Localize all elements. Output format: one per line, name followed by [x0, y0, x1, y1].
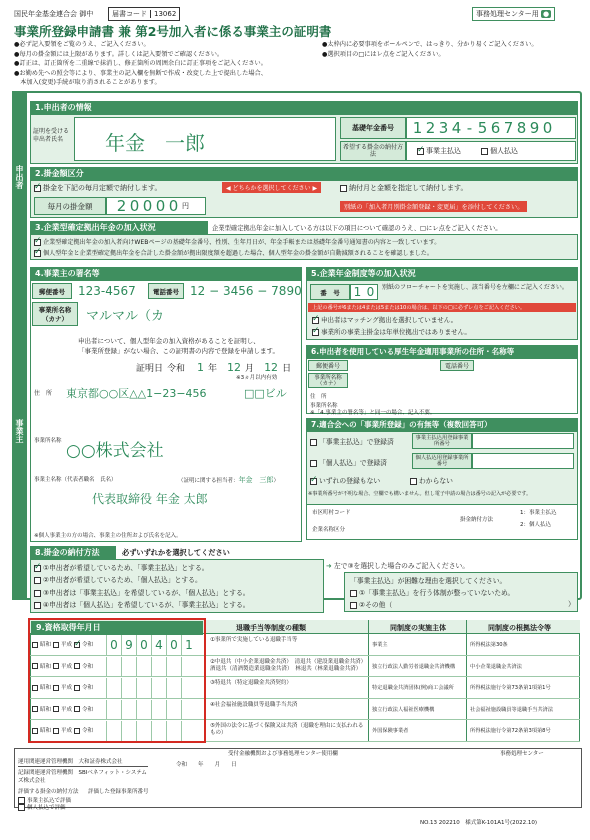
body-cell: 特定退職金共済団体(例)商工会議所	[372, 685, 454, 691]
note-line: ●訂正は、訂正箇所を二重線で抹消し、修正箇所の周囲余白に訂正事項をご記入ください。	[14, 60, 267, 67]
pension-type-field[interactable]	[350, 284, 378, 300]
pay-kind-label: 掛金納付方法	[460, 517, 494, 523]
arrow-icon: ➜	[326, 562, 332, 570]
pay-employer-label: 事業主払込	[426, 147, 461, 155]
s7-note: ※事業所番号が不明な場合、空欄でも構いません。但し電子申請の場合は番号の記入が必要です。	[308, 491, 532, 497]
date-digit: 0	[140, 637, 148, 652]
pay-option-1-checkbox[interactable]	[34, 565, 41, 572]
pension-digit: 6	[490, 119, 501, 137]
address-label: 住 所	[34, 390, 53, 397]
rep-contact-value: 年金 三郎	[238, 476, 274, 484]
footer-era: 令和	[176, 762, 188, 768]
amount-digit: 0	[168, 197, 179, 215]
valid-note: ※3ヵ月以内有効	[236, 375, 278, 381]
form-number: NO.13 202210 様式第K-101A1号(2022.10)	[420, 820, 538, 826]
registered-individual-option	[310, 457, 387, 467]
pension-digit: 4	[451, 119, 462, 137]
pay-method-label: 希望する掛金の納付方法	[340, 141, 406, 161]
pay-option-4	[34, 599, 250, 609]
monthly-amount-label: 毎月の掛金額	[34, 197, 106, 215]
era-label: 令和	[82, 706, 94, 713]
amount-digit: 0	[142, 197, 153, 215]
pay-method-field	[406, 141, 576, 161]
reason-2-checkbox[interactable]	[350, 602, 357, 609]
year-unit: 年	[208, 364, 218, 374]
registered-employer-option	[310, 436, 394, 446]
law-cell: 中小企業退職金共済法	[470, 663, 522, 670]
dc-check-2-label: 個人型年金と企業型確定拠出年金を合計した掛金額が拠出限度額を超過した場合、個人型年金の掛金額が自動減額されることを確認しました。	[43, 250, 433, 257]
era-label: 平成	[61, 685, 73, 691]
evaluation-office-label: 評価した登録事業所番号	[88, 789, 149, 795]
city-code-label: 市区町村コード	[312, 510, 351, 516]
center-use-badge: 事務処理センター用 ●	[472, 7, 555, 21]
footer-year-unit: 年	[198, 762, 204, 768]
side-label-applicant: 申出者	[12, 91, 27, 262]
section-7-title: 7.適合会への「事業所登録」の有無等（複数回答可）	[306, 418, 578, 431]
era-label: 平成	[61, 706, 73, 713]
admin-2-value: SBIベネフィット・システムズ株式会社	[18, 770, 147, 784]
not-registered-label: いずれの登録もない	[319, 477, 381, 485]
matching-label: 申出者はマッチング拠出を選択していません。	[321, 316, 458, 324]
matching-checkbox[interactable]	[312, 317, 319, 324]
applicant-name-field[interactable]	[74, 117, 336, 161]
attach-note: 別紙の「加入者月別掛金額登録・変更届」を添付してください。	[340, 201, 527, 212]
pay-option-4-checkbox[interactable]	[34, 602, 41, 609]
date-digit: 4	[155, 637, 163, 652]
admin-1-label: 運用関連運営管理機関	[18, 759, 74, 765]
admin-2-label: 記録関連運営管理機関	[18, 770, 74, 776]
era-label: 令和	[82, 663, 94, 670]
rep-label: 事業主名称（代表者職名 氏名）	[34, 477, 117, 483]
pension-number-field[interactable]	[406, 117, 576, 139]
era-label: 令和	[82, 642, 94, 648]
individual-office-no-field[interactable]	[472, 453, 574, 469]
reason-question: 「事業主払込」が困難な理由を選択してください。	[350, 577, 507, 585]
center-use-label: 事務処理センター用	[476, 10, 539, 18]
pay-option-2-label: ②申出者が希望しているため、「個人払込」とする。	[43, 576, 202, 584]
specify-month-option	[340, 183, 467, 193]
type-digit: 0	[366, 285, 375, 299]
note-line: ●お勤め先への照会等により、事業主の記入欄を無断で作成・改変した上で提出した場合、	[14, 69, 267, 77]
pay-option-1-label: ①申出者が希望しているため、「事業主払込」とする。	[43, 564, 209, 572]
pension-digit: 1	[412, 119, 423, 137]
not-registered-checkbox[interactable]	[310, 478, 317, 485]
pay-individual-label: 個人払込	[490, 147, 518, 155]
cert-day: 12	[264, 361, 279, 374]
employer-office-no-label: 事業主払込用登録事業所番号	[412, 433, 472, 449]
dc-check-1-checkbox[interactable]	[34, 239, 41, 246]
pay-option-1	[34, 562, 209, 572]
section-9-title: 9.資格取得年月日	[31, 621, 203, 635]
unknown-checkbox[interactable]	[410, 478, 417, 485]
pension-digit: 0	[542, 119, 553, 137]
section-8-instruction: 必ずいずれかを選択してください	[122, 548, 230, 557]
registered-employer-label: 「事業主払込」で登録済	[319, 438, 394, 446]
col-body: 同制度の実施主体	[390, 624, 446, 632]
office-name-value: ○○株式会社	[66, 441, 164, 461]
body-cell: 独立行政法人福祉医療機構	[372, 706, 435, 713]
matching-check	[312, 315, 457, 324]
reason-1-label: ①「事業主払込」を行う体制が整っていないため。	[359, 589, 515, 597]
flowchart-note: 別紙のフローチャートを実施し、該当番号を左欄にご記入ください。	[382, 284, 568, 291]
fixed-monthly-option	[34, 183, 161, 193]
admin-row-1	[18, 757, 148, 767]
annual-label: 事業所の事業主掛金は年単位拠出ではありません。	[321, 328, 471, 336]
reason-header	[326, 560, 469, 570]
footer-date	[176, 760, 237, 768]
amount-digit: 0	[155, 197, 166, 215]
pay-individual-checkbox[interactable]	[481, 148, 488, 155]
condition-note: 上記の番号が6または4または5または10の場合は、以下の□に必ずレ点をご記入ください。	[308, 303, 576, 312]
not-registered-option	[310, 475, 380, 485]
office-code-box	[108, 7, 180, 21]
pension-digit: -	[466, 119, 473, 137]
era-label: 昭和	[40, 706, 52, 713]
system-cell: ③特退共（特定退職金共済契約）	[210, 680, 292, 686]
date-digit: 1	[185, 637, 193, 652]
notes-right	[322, 40, 582, 59]
evaluation-label: 評価する掛金の納付方法	[18, 789, 79, 795]
unknown-option	[410, 475, 453, 485]
footer-month-unit: 月	[214, 762, 221, 768]
eval-employer-label: 事業主払込で評価	[27, 798, 72, 804]
system-cell: ①事業所で実施している退職手当等	[210, 637, 298, 643]
rep-contact-end: ）	[273, 478, 280, 484]
address-value: 東京都○○区△△1−23−456	[66, 387, 207, 400]
body-cell: 事業主	[372, 642, 388, 648]
pay-option-2	[34, 574, 202, 584]
era-label: 昭和	[40, 728, 52, 734]
rep-value: 代表取締役 年金 太郎	[92, 492, 208, 506]
date-digit: 0	[170, 637, 178, 652]
office-kana-value: マルマル（カ	[86, 309, 165, 324]
individual-office-no-label: 個人払込用登録事業所番号	[412, 453, 472, 469]
era-label: 昭和	[40, 663, 52, 670]
reason-2-label: ②その他（	[359, 601, 393, 609]
sole-prop-note: ※個人事業主の方の場合、事業主の住所および氏名を記入。	[34, 533, 182, 539]
s6-tel-label: 電話番号	[440, 360, 474, 371]
note-line: ●選択項目の□にはレ点をご記入ください。	[322, 50, 445, 58]
unknown-label: わからない	[419, 477, 453, 485]
office-code-value: 13062	[154, 10, 177, 18]
pay-option-3	[34, 587, 250, 597]
pension-type-label: 番 号	[310, 284, 350, 300]
eval-individual-label: 個人払込で評価	[27, 805, 66, 811]
eval-individual-checkbox[interactable]	[18, 804, 25, 811]
admin-1-value: 大和証券株式会社	[78, 759, 123, 765]
section-1-title: 1.申出者の情報	[30, 101, 578, 114]
s6-note: ※「4.事業主の署名等」と同一の場合、記入不要。	[310, 410, 436, 416]
tel-label: 電話番号	[148, 283, 184, 299]
s6-zip-label: 郵便番号	[308, 360, 348, 371]
cert-era: 令和	[167, 364, 186, 374]
type-digit: 1	[353, 285, 362, 299]
office-name-label: 事業所名称	[34, 438, 62, 444]
pension-digit: 3	[438, 119, 449, 137]
s6-kana-label: 事業所名称（カナ）	[308, 373, 348, 388]
registered-employer-checkbox[interactable]	[310, 439, 317, 446]
pay-kind-2: 2：個人払込	[520, 522, 551, 528]
cert-line: 「事業所登録」がない場合、この証明書の内容で登録を申請します。	[78, 347, 279, 355]
footer-center2: 事務処理センター	[500, 751, 544, 757]
dc-check-2	[34, 248, 433, 257]
yen-unit: 円	[182, 202, 189, 210]
section-3-title: 3.企業型確定拠出年金の加入状況	[30, 221, 208, 234]
registered-individual-checkbox[interactable]	[310, 460, 317, 467]
pay-option-2-checkbox[interactable]	[34, 577, 41, 584]
col-law: 同制度の根拠法令等	[488, 624, 551, 632]
pay-option-3-label: ③申出者は「事業主払込」を希望しているが、「個人払込」とする。	[43, 589, 250, 597]
system-cell: ④社会福祉施設職員等退職手当共済	[210, 701, 298, 708]
page-title: 事業所登録申請書 兼 第2号加入者に係る事業主の証明書	[14, 24, 332, 39]
system-cell: ⑤外国の法令に基づく保険又は共済（退職を理由に支払われるもの）	[210, 723, 364, 736]
footer-day-unit: 日	[231, 762, 237, 768]
date-digit: 0	[110, 637, 118, 652]
amount-digit: 2	[116, 197, 127, 215]
registered-individual-label: 「個人払込」で登録済	[319, 459, 387, 467]
era-label: 令和	[82, 685, 94, 691]
month-unit: 月	[245, 364, 255, 374]
rep-contact	[178, 475, 279, 485]
section-9-highlight	[28, 618, 206, 743]
cert-line: 申出者について、個人型年金の加入資格があることを証明し、	[78, 337, 260, 345]
body-cell: 外国保険事業者	[372, 728, 409, 734]
reason-close-paren: ）	[568, 600, 575, 608]
pension-digit: 9	[529, 119, 540, 137]
reason-2	[350, 599, 392, 609]
law-cell: 所得税法施行令第72条第3項第8号	[470, 728, 551, 734]
cert-text	[78, 336, 279, 356]
cert-year: 1	[197, 361, 205, 374]
pension-number-label: 基礎年金番号	[340, 117, 406, 139]
either-label: どちらかを選択してください	[232, 185, 311, 192]
reason-1	[350, 587, 514, 597]
dc-check-1	[34, 237, 440, 246]
cert-month: 12	[227, 361, 242, 374]
date-digit: 9	[125, 637, 133, 652]
note-line: ●毎月の掛金額には上限があります。詳しくは記入要領でご確認ください。	[14, 50, 224, 58]
office-kana-label: 事業所名称（カナ）	[32, 302, 78, 326]
amount-digit: 0	[129, 197, 140, 215]
monthly-amount-field[interactable]	[106, 197, 206, 215]
eval-individual	[18, 803, 66, 811]
section-3-desc: 企業型確定拠出年金に加入している方は以下の項目について確認のうえ、□にレ点をご記入ください。	[212, 225, 502, 232]
side-label-employer: 事業主	[12, 262, 27, 600]
pension-digit: 7	[503, 119, 514, 137]
day-unit: 日	[282, 364, 292, 374]
section-8-title: 8.掛金の納付方法	[30, 546, 116, 559]
either-banner: ◀ どちらかを選択してください ▶	[222, 182, 321, 193]
pay-option-4-label: ④申出者は「個人払込」を希望しているが、「事業主払込」とする。	[43, 601, 250, 609]
era-label: 平成	[61, 642, 73, 648]
specify-month-checkbox[interactable]	[340, 185, 347, 192]
fixed-monthly-label: 掛金を下記の毎月定額で納付します。	[43, 184, 162, 192]
note-line: ●必ず記入要領をご覧のうえ、ご記入ください。	[14, 41, 150, 48]
office-code-label: 届書コード	[112, 10, 151, 18]
group-label: 企業名称区分	[312, 527, 346, 533]
body-cell: 独立行政法人勤労者退職金共済機構	[372, 663, 456, 670]
fixed-monthly-checkbox[interactable]	[34, 185, 41, 192]
pension-digit: 2	[425, 119, 436, 137]
pay-employer-checkbox[interactable]	[417, 148, 424, 155]
zip-label: 郵便番号	[32, 283, 72, 299]
pay-kind-1: 1：事業主払込	[520, 510, 557, 516]
reason-header-label: 左で③を選択した場合のみご記入ください。	[333, 562, 470, 570]
era-label: 平成	[61, 663, 73, 670]
admin-row-2	[18, 768, 148, 784]
applicant-name-value: 年金 一郎	[105, 131, 205, 155]
s6-office-label: 事業所名称	[310, 403, 338, 409]
era-label: 昭和	[40, 642, 52, 648]
employer-office-no-field[interactable]	[472, 433, 574, 449]
pay-option-3-checkbox[interactable]	[34, 590, 41, 597]
dc-check-1-label: 企業型確定拠出年金の加入者向けWEBページの基礎年金番号、性別、生年月日が、年金手帳または基礎年金番号通知書の内容と一致しています。	[43, 239, 441, 246]
applicant-name-label: 証明を受ける申出者氏名	[33, 128, 70, 143]
pension-digit: 5	[477, 119, 488, 137]
annual-check	[312, 327, 471, 336]
era-label: 平成	[61, 728, 73, 734]
col-system: 退職手当等制度の種類	[236, 624, 306, 632]
section-6-title: 6.申出者を使用している厚生年金適用事業所の住所・名称等	[306, 345, 578, 358]
law-cell: 社会福祉施設職員等退職手当共済法	[470, 706, 554, 713]
law-cell: 所得税法第30条	[470, 642, 508, 648]
reason-1-checkbox[interactable]	[350, 590, 357, 597]
specify-month-label: 納付月と金額を指定して納付します。	[349, 184, 468, 192]
tel-value: 12 − 3456 − 7890	[190, 284, 302, 298]
cert-date-label: 証明日	[136, 364, 164, 374]
org-address: 国民年金基金連合会 御中	[14, 10, 94, 18]
footer-center-label: 受付金融機関および事務処理センター使用欄	[228, 751, 338, 757]
era-label: 令和	[82, 728, 94, 734]
section-5-title: 5.企業年金制度等の加入状況	[306, 267, 578, 280]
dc-check-2-checkbox[interactable]	[34, 250, 41, 257]
section-4-title: 4.事業主の署名等	[30, 267, 302, 280]
law-cell: 所得税法施行令第73条第1項第1号	[470, 685, 551, 691]
notes-left	[14, 40, 304, 88]
era-label: 昭和	[40, 685, 52, 691]
s6-address-label: 住 所	[310, 394, 327, 400]
section-2-title: 2.掛金額区分	[30, 167, 578, 180]
zip-value: 123-4567	[78, 284, 136, 298]
system-cell: ②中退共（中小企業退職金共済） 清退共（建設業退職金共済） 酒退共（清酒製造業退職金共済） 林退共（林業退職金共済）	[210, 658, 369, 672]
pension-digit: 8	[516, 119, 527, 137]
note-line: 本加入(変更)手続が取り消されることがあります。	[14, 79, 161, 86]
building-value: □□ビル	[244, 387, 287, 400]
note-line: ●太枠内に必要事項をボールペンで、はっきり、分かり易くご記入ください。	[322, 41, 538, 48]
rep-contact-label: （証明に関する担当者：	[178, 478, 239, 484]
annual-checkbox[interactable]	[312, 329, 319, 336]
